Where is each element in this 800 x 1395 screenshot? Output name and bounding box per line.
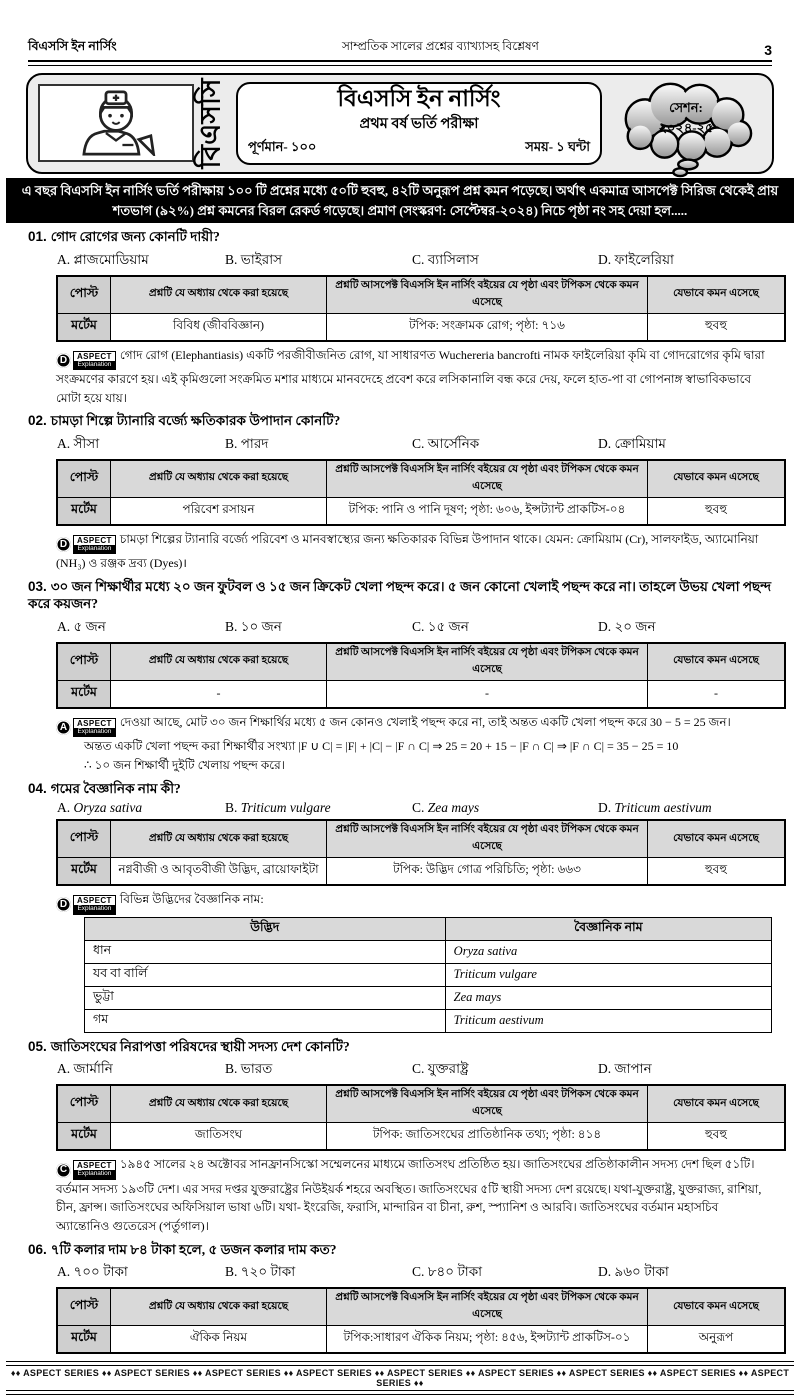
options-row xyxy=(28,249,772,272)
pm-topic-value: টপিক: উদ্ভিদ গোত্র পরিচিতি; পৃষ্ঠা: ৬৬৩ xyxy=(327,858,648,886)
option-d: D. Triticum aestivum xyxy=(598,800,712,816)
explanation xyxy=(56,1155,770,1235)
pm-how-value: হুবহু xyxy=(648,858,786,886)
question-block-04 xyxy=(28,780,772,1033)
postmortem-table xyxy=(56,1084,786,1151)
pm-chapter-value: পরিবেশ রসায়ন xyxy=(111,497,327,525)
options-row xyxy=(28,1058,772,1081)
pm-header-how: যেভাবে কমন এসেছে xyxy=(648,643,786,681)
explanation xyxy=(56,530,770,573)
question-text: জাতিসংঘের নিরাপত্তা পরিষদের স্থায়ী সদস্য দেশ কোনটি? xyxy=(50,1038,350,1054)
pm-corner-top: পোস্ট xyxy=(57,1085,111,1123)
masthead-side-label: বিএসসি xyxy=(195,78,227,169)
page-header xyxy=(28,38,772,58)
postmortem-table xyxy=(56,459,786,526)
pm-header-how: যেভাবে কমন এসেছে xyxy=(648,276,786,314)
aspect-explanation-logo: ASPECT Explanation xyxy=(73,895,116,915)
masthead xyxy=(26,73,774,174)
pm-topic-value: টপিক: পানি ও পানি দূষণ; পৃষ্ঠা: ৬০৬, ইন্সট্যান্ট প্রাকটিস-০৪ xyxy=(327,497,648,525)
footer-rule-bottom xyxy=(6,1390,794,1395)
aspect-explanation-logo: ASPECT Explanation xyxy=(73,535,116,555)
option-a: A. জার্মানি xyxy=(57,1061,113,1077)
plant-name: ভুট্টা xyxy=(85,986,446,1009)
question-number: 02. xyxy=(28,413,47,429)
pm-how-value: - xyxy=(648,680,786,708)
answer-letter-icon: D xyxy=(56,537,71,552)
pm-corner-bottom: মর্টেম xyxy=(57,1326,111,1354)
plant-name: ধান xyxy=(85,940,446,963)
nurse-illustration xyxy=(61,90,171,156)
pm-header-how: যেভাবে কমন এসেছে xyxy=(648,820,786,858)
page-header-center: সাম্প্রতিক সালের প্রশ্নের ব্যাখ্যাসহ বিশ্লেষণ xyxy=(341,39,539,53)
option-b: B. ১০ জন xyxy=(225,618,282,634)
explanation-text: ১৯৪৫ সালের ২৪ অক্টোবর সানফ্রানসিস্কো সম্মেলনের মাধ্যমে জাতিসংঘ প্রতিষ্ঠিত হয়। জাতিসংঘের প্রতিষ্ঠাকালীন সদস্য দেশ ছিল ৫১টি। বর্তমান সদস্য ১৯৩টি দেশ। এর সদর দপ্তর যুক্তরাষ্ট্রের নিউইয়র্ক শহরে অবস্থিত। জাতিসংঘের ৫টি স্থায়ী সদস্য দেশ রয়েছে। যথা-যুক্তরাষ্ট্র, যুক্তরাজ্য, রাশিয়া, চীন, ফ্রান্স। জাতিসংঘের অফিসিয়াল ভাষা ৬টি। যথা- ইংরেজি, ফরাসি, মান্দারিন বা চীনা, রুশ, স্প্যানিশ ও আরবি। জাতিসংঘের বর্তমান মহাসচিব অ্যান্তোনিও গুতেরেস (পর্তুগাল)। xyxy=(56,1157,762,1233)
option-a: A. ৭০০ টাকা xyxy=(57,1264,128,1280)
option-c: C. Zea mays xyxy=(412,800,480,816)
notice-banner: এ বছর বিএসসি ইন নার্সিং ভর্তি পরীক্ষায় ১০০ টি প্রশ্নের মধ্যে ৫০টি হুবহু, ৪২টি অনুরূপ প্রশ্ন কমন পড়েছে। অর্থাৎ একমাত্র আসপেক্ট সিরিজ থেকেই প্রায় শতভাগ (৯২%) প্রশ্ন কমনের বিরল রেকর্ড গড়েছে। প্রমাণ (সংস্করণ: সেপ্টেম্বর-২০২৪) নিচে পৃষ্ঠা নং সহ দেয়া হল..... xyxy=(6,178,794,223)
pm-corner-top: পোস্ট xyxy=(57,1288,111,1326)
pm-header-how: যেভাবে কমন এসেছে xyxy=(648,1085,786,1123)
options-row xyxy=(28,616,772,639)
pm-how-value: অনুরূপ xyxy=(648,1326,786,1354)
question-title xyxy=(28,1038,772,1056)
footer-text: ♦♦ ASPECT SERIES ♦♦ ASPECT SERIES ♦♦ ASPECT SERIES ♦♦ ASPECT SERIES ♦♦ ASPECT SERIES ♦♦ ASPECT SERIES ♦♦ ASPECT SERIES ♦♦ ASPECT SERIES ♦♦ ASPECT SERIES ♦♦ xyxy=(10,1368,790,1389)
pm-chapter-value: - xyxy=(111,680,327,708)
question-number: 03. xyxy=(28,578,47,594)
plant-name: গম xyxy=(85,1009,446,1032)
option-b: B. ভারত xyxy=(225,1061,273,1077)
answer-badge xyxy=(56,718,116,738)
answer-badge xyxy=(56,351,116,371)
question-text: গমের বৈজ্ঞানিক নাম কী? xyxy=(50,780,181,796)
plant-sci-name: Oryza sativa xyxy=(445,940,771,963)
pm-chapter-value: নগ্নবীজী ও আবৃতবীজী উদ্ভিদ, ব্রায়োফাইটা xyxy=(111,858,327,886)
plant-name: যব বা বার্লি xyxy=(85,963,446,986)
option-c: C. আর্সেনিক xyxy=(412,435,480,451)
option-c: C. ৮৪০ টাকা xyxy=(412,1264,483,1280)
plant-row xyxy=(85,986,772,1009)
option-b: B. পারদ xyxy=(225,435,269,451)
answer-letter-icon: D xyxy=(56,353,71,368)
pm-header-how: যেভাবে কমন এসেছে xyxy=(648,460,786,498)
aspect-explanation-logo: ASPECT Explanation xyxy=(73,351,116,371)
pm-header-chapter: প্রশ্নটি যে অধ্যায় থেকে করা হয়েছে xyxy=(111,1288,327,1326)
pm-chapter-value: জাতিসংঘ xyxy=(111,1123,327,1151)
explanation-formula: অন্তত একটি খেলা পছন্দ করা শিক্ষার্থীর সংখ্যা |F ∪ C| = |F| + |C| − |F ∩ C| ⇒ 25 = 20 + 15 − |F ∩ C| ⇒ |F ∩ C| = 35 − 25 = 10 xyxy=(84,739,679,754)
pm-corner-bottom: মর্টেম xyxy=(57,1123,111,1151)
postmortem-table xyxy=(56,275,786,342)
pm-header-topic: প্রশ্নটি আসপেক্ট বিএসসি ইন নার্সিং বইয়ের যে পৃষ্ঠা এবং টপিকস থেকে কমন এসেছে xyxy=(327,820,648,858)
option-b: B. Triticum vulgare xyxy=(225,800,331,816)
page-number: 3 xyxy=(764,42,772,58)
explanation xyxy=(56,346,770,408)
pm-how-value: হুবহু xyxy=(648,1123,786,1151)
answer-letter-icon: A xyxy=(56,720,71,735)
pm-chapter-value: বিবিধ (জীববিজ্ঞান) xyxy=(111,313,327,341)
question-title xyxy=(28,578,772,613)
pm-corner-top: পোস্ট xyxy=(57,276,111,314)
plant-row xyxy=(85,1009,772,1032)
option-d: D. ফাইলেরিয়া xyxy=(598,251,674,267)
option-a: A. সীসা xyxy=(57,435,100,451)
plant-row xyxy=(85,940,772,963)
option-a: A. প্লাজমোডিয়াম xyxy=(57,251,149,267)
header-divider xyxy=(28,60,772,66)
pm-corner-bottom: মর্টেম xyxy=(57,858,111,886)
question-block-05 xyxy=(28,1038,772,1236)
option-c: C. ব্যাসিলাস xyxy=(412,251,479,267)
session-cloud xyxy=(608,78,764,170)
option-c: C. ১৫ জন xyxy=(412,618,469,634)
exam-subtitle: প্রথম বর্ষ ভর্তি পরীক্ষা xyxy=(359,115,479,132)
option-b: B. ভাইরাস xyxy=(225,251,283,267)
full-marks: পূর্ণমান- ১০০ xyxy=(248,138,317,154)
pm-corner-top: পোস্ট xyxy=(57,460,111,498)
page-header-left: বিএসসি ইন নার্সিং xyxy=(28,39,117,53)
question-text: গোদ রোগের জন্য কোনটি দায়ী? xyxy=(50,229,220,244)
pm-topic-value: টপিক: জাতিসংঘের প্রাতিষ্ঠানিক তথ্য; পৃষ্ঠা: ৪১৪ xyxy=(327,1123,648,1151)
masthead-title-box xyxy=(236,82,602,165)
question-block-01 xyxy=(28,228,772,407)
question-block-02 xyxy=(28,412,772,573)
pm-header-chapter: প্রশ্নটি যে অধ্যায় থেকে করা হয়েছে xyxy=(111,643,327,681)
exam-duration: সময়- ১ ঘন্টা xyxy=(525,138,590,154)
pm-header-chapter: প্রশ্নটি যে অধ্যায় থেকে করা হয়েছে xyxy=(111,820,327,858)
pm-header-chapter: প্রশ্নটি যে অধ্যায় থেকে করা হয়েছে xyxy=(111,460,327,498)
pm-header-how: যেভাবে কমন এসেছে xyxy=(648,1288,786,1326)
pm-header-topic: প্রশ্নটি আসপেক্ট বিএসসি ইন নার্সিং বইয়ের যে পৃষ্ঠা এবং টপিকস থেকে কমন এসেছে xyxy=(327,643,648,681)
pm-header-chapter: প্রশ্নটি যে অধ্যায় থেকে করা হয়েছে xyxy=(111,276,327,314)
pm-corner-top: পোস্ট xyxy=(57,643,111,681)
aspect-explanation-logo: ASPECT Explanation xyxy=(73,718,116,738)
pm-how-value: হুবহু xyxy=(648,497,786,525)
sci-name-column-header: বৈজ্ঞানিক নাম xyxy=(445,917,771,940)
explanation-text: চামড়া শিল্পের ট্যানারি বর্জ্যে পরিবেশ ও মানবস্বাস্থ্যের জন্য ক্ষতিকারক বিভিন্ন উপাদান থাকে। যেমন: ক্রোমিয়াম (Cr), সালফাইড, অ্যামোনিয়া (NH₃) ও রঞ্জক দ্রব্য (Dyes)। xyxy=(56,531,759,571)
pm-header-topic: প্রশ্নটি আসপেক্ট বিএসসি ইন নার্সিং বইয়ের যে পৃষ্ঠা এবং টপিকস থেকে কমন এসেছে xyxy=(327,1085,648,1123)
explanation xyxy=(56,713,770,775)
question-number: 04. xyxy=(28,780,47,796)
plant-table xyxy=(84,917,772,1033)
explanation-conclusion: ∴ ১০ জন শিক্ষার্থী দুইটি খেলায় পছন্দ করে। xyxy=(84,758,285,773)
question-number: 01. xyxy=(28,229,47,244)
options-row xyxy=(28,800,772,816)
answer-letter-icon: D xyxy=(56,897,71,912)
explanation-text: দেওয়া আছে, মোট ৩০ জন শিক্ষার্থির মধ্যে ৫ জন কোনও খেলাই পছন্দ করে না, তাই অন্তত একটি খেলা পছন্দ করে 30 − 5 = 25 জন। xyxy=(119,714,731,729)
plant-sci-name: Triticum vulgare xyxy=(445,963,771,986)
option-c: C. যুক্তরাষ্ট্র xyxy=(412,1061,469,1077)
session-value: ২০২৪-২৫ xyxy=(658,119,714,135)
pm-how-value: হুবহু xyxy=(648,313,786,341)
aspect-explanation-logo: ASPECT Explanation xyxy=(73,1160,116,1180)
plant-sci-name: Zea mays xyxy=(445,986,771,1009)
footer-strip xyxy=(6,1361,794,1395)
option-a: A. Oryza sativa xyxy=(57,800,143,816)
question-number: 06. xyxy=(28,1241,47,1257)
pm-header-topic: প্রশ্নটি আসপেক্ট বিএসসি ইন নার্সিং বইয়ের যে পৃষ্ঠা এবং টপিকস থেকে কমন এসেছে xyxy=(327,1288,648,1326)
question-title xyxy=(28,780,772,798)
question-text: ৭টি কলার দাম ৮৪ টাকা হলে, ৫ ডজন কলার দাম কত? xyxy=(50,1241,337,1257)
question-title xyxy=(28,1241,772,1259)
pm-header-chapter: প্রশ্নটি যে অধ্যায় থেকে করা হয়েছে xyxy=(111,1085,327,1123)
option-a: A. ৫ জন xyxy=(57,618,106,634)
option-d: D. ৯৬০ টাকা xyxy=(598,1264,669,1280)
option-b: B. ৭২০ টাকা xyxy=(225,1264,296,1280)
answer-badge xyxy=(56,895,116,915)
option-d: D. জাপান xyxy=(598,1061,652,1077)
options-row xyxy=(28,433,772,456)
plant-row xyxy=(85,963,772,986)
question-text: ৩০ জন শিক্ষার্থীর মধ্যে ২০ জন ফুটবল ও ১৫ জন ক্রিকেট খেলা পছন্দ করে। ৫ জন কোনো খেলাই পছন্দ করে না। তাহলে উভয় খেলা পছন্দ করে কয়জন? xyxy=(28,578,772,612)
postmortem-table xyxy=(56,819,786,886)
question-block-06 xyxy=(28,1241,772,1355)
postmortem-table xyxy=(56,642,786,709)
options-row xyxy=(28,1261,772,1284)
pm-header-topic: প্রশ্নটি আসপেক্ট বিএসসি ইন নার্সিং বইয়ের যে পৃষ্ঠা এবং টপিকস থেকে কমন এসেছে xyxy=(327,460,648,498)
nurse-photo-frame xyxy=(38,84,194,162)
question-title xyxy=(28,412,772,430)
pm-topic-value: - xyxy=(327,680,648,708)
postmortem-table xyxy=(56,1287,786,1354)
explanation-text: বিভিন্ন উদ্ভিদের বৈজ্ঞানিক নাম: xyxy=(119,892,264,907)
question-number: 05. xyxy=(28,1038,47,1054)
pm-topic-value: টপিক: সংক্রামক রোগ; পৃষ্ঠা: ৭১৬ xyxy=(327,313,648,341)
question-title xyxy=(28,228,772,246)
option-d: D. ক্রোমিয়াম xyxy=(598,435,666,451)
answer-letter-icon: C xyxy=(56,1163,71,1178)
answer-badge xyxy=(56,1160,116,1180)
pm-chapter-value: ঐকিক নিয়ম xyxy=(111,1326,327,1354)
session-label: সেশন: xyxy=(669,100,703,115)
pm-corner-top: পোস্ট xyxy=(57,820,111,858)
pm-header-topic: প্রশ্নটি আসপেক্ট বিএসসি ইন নার্সিং বইয়ের যে পৃষ্ঠা এবং টপিকস থেকে কমন এসেছে xyxy=(327,276,648,314)
pm-corner-bottom: মর্টেম xyxy=(57,680,111,708)
plant-sci-name: Triticum aestivum xyxy=(445,1009,771,1032)
option-d: D. ২০ জন xyxy=(598,618,656,634)
exam-title: বিএসসি ইন নার্সিং xyxy=(337,86,501,111)
explanation-text: গোদ রোগ (Elephantiasis) একটি পরজীবীজনিত রোগ, যা সাধারণত Wuchereria bancrofti নামক ফাইলেরিয়া কৃমি বা গোদরোগের কৃমি দ্বারা সংক্রমণের কারণে হয়। এই কৃমিগুলো সংক্রমিত মশার মাধ্যমে মানবদেহে প্রবেশ করে লসিকানালি বন্ধ করে দেয়, ফলে হাত-পা বা গোপনাঙ্গ স্বাভাবিকভাবে মোটা হয়ে যায়। xyxy=(56,347,765,405)
question-block-03 xyxy=(28,578,772,775)
question-text: চামড়া শিল্পে ট্যানারি বর্জ্যে ক্ষতিকারক উপাদান কোনটি? xyxy=(50,413,341,429)
pm-topic-value: টপিক:সাধারণ ঐকিক নিয়ম; পৃষ্ঠা: ৪৫৬, ইন্সট্যান্ট প্রাকটিস-০১ xyxy=(327,1326,648,1354)
pm-corner-bottom: মর্টেম xyxy=(57,497,111,525)
pm-corner-bottom: মর্টেম xyxy=(57,313,111,341)
plant-column-header: উদ্ভিদ xyxy=(85,917,446,940)
explanation xyxy=(56,890,770,915)
answer-badge xyxy=(56,535,116,555)
